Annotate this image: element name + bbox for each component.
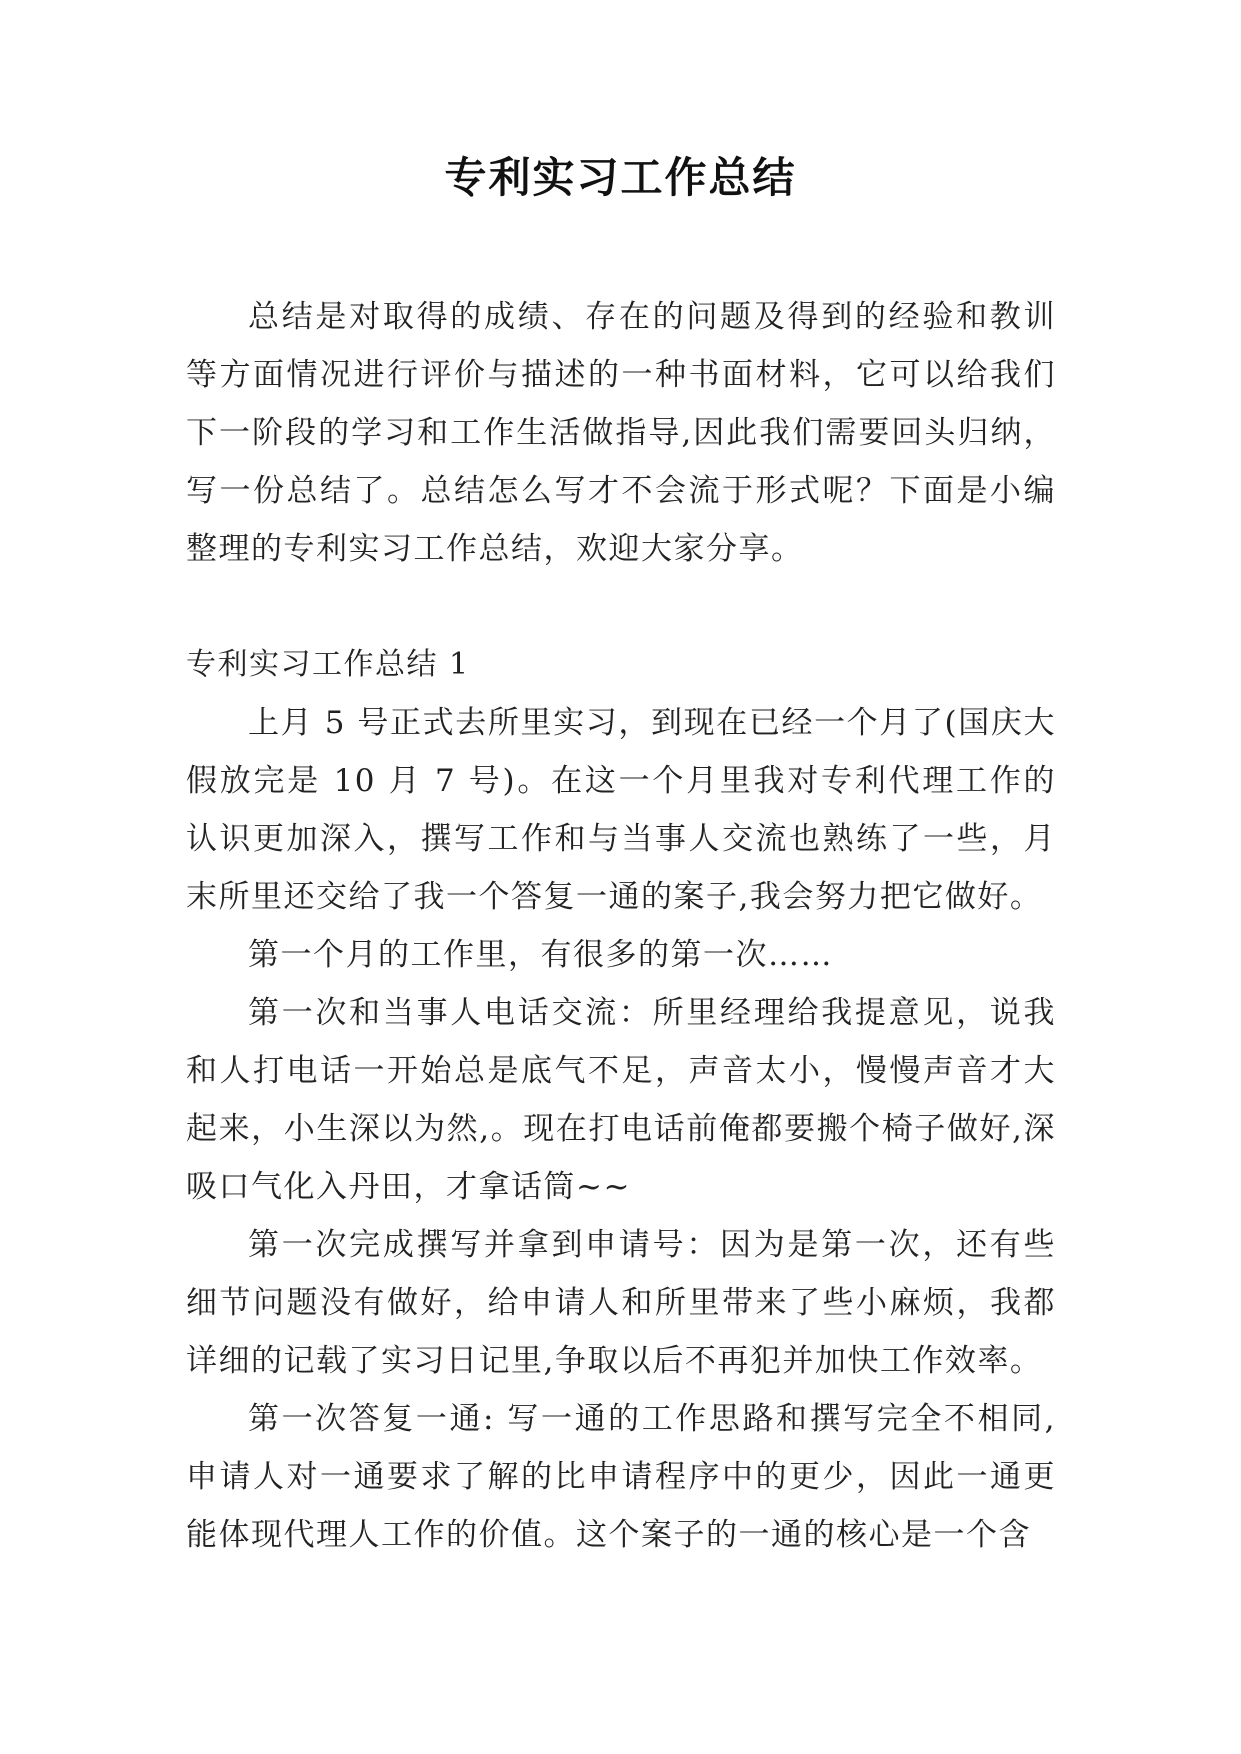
body-paragraph-1: 上月 5 号正式去所里实习，到现在已经一个月了(国庆大假放完是 10 月 7 号)。在这一个月里我对专利代理工作的认识更加深入，撰写工作和与当事人交流也熟练了一些，月末所里还交给了我一个答复一通的案子,我会努力把它做好。: [186, 705, 1056, 915]
body-paragraph-3: 第一次和当事人电话交流：所里经理给我提意见，说我和人打电话一开始总是底气不足，声音太小，慢慢声音才大起来，小生深以为然,。现在打电话前俺都要搬个椅子做好,深吸口气化入丹田，才拿话筒~~: [186, 995, 1056, 1205]
body-paragraph-5: 第一次答复一通: 写一通的工作思路和撰写完全不相同,申请人对一通要求了解的比申请程序中的更少，因此一通更能体现代理人工作的价值。这个案子的一通的核心是一个含: [186, 1401, 1056, 1553]
section-heading: 专利实习工作总结 1: [186, 647, 470, 682]
body-paragraph-4: 第一次完成撰写并拿到申请号：因为是第一次，还有些细节问题没有做好，给申请人和所里带来了些小麻烦，我都详细的记载了实习日记里,争取以后不再犯并加快工作效率。: [186, 1227, 1056, 1379]
document-body: [186, 288, 1056, 1564]
paragraph-spacer: [186, 578, 1056, 636]
body-paragraph-2: 第一个月的工作里，有很多的第一次……: [248, 937, 833, 973]
document-title: 专利实习工作总结: [444, 153, 797, 202]
intro-paragraph: 总结是对取得的成绩、存在的问题及得到的经验和教训等方面情况进行评价与描述的一种书面材料，它可以给我们下一阶段的学习和工作生活做指导,因此我们需要回头归纳，写一份总结了。总结怎么写才不会流于形式呢？下面是小编整理的专利实习工作总结，欢迎大家分享。: [186, 299, 1056, 567]
